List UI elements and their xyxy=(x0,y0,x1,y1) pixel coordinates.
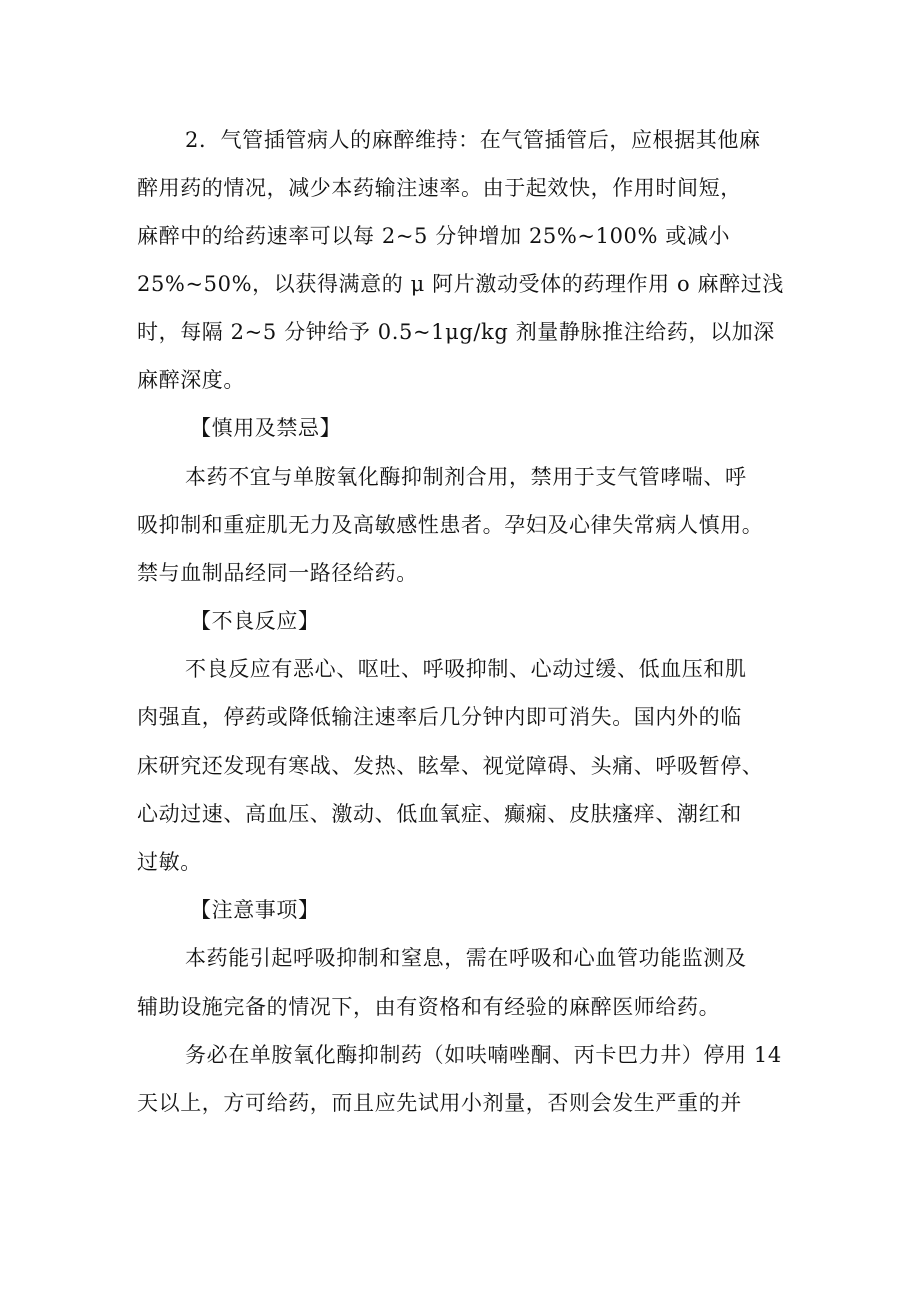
notes-line-1: 本药能引起呼吸抑制和窒息，需在呼吸和心血管功能监测及 xyxy=(185,946,747,970)
adverse-heading: 【不良反应】 xyxy=(190,609,320,633)
adverse-line-3: 床研究还发现有寒战、发热、眩晕、视觉障碍、头痛、呼吸暂停、 xyxy=(137,754,764,778)
notes-line-2: 辅助设施完备的情况下，由有资格和有经验的麻醉医师给药。 xyxy=(137,995,721,1019)
dosage-line-1: 2．气管插管病人的麻醉维持：在气管插管后，应根据其他麻 xyxy=(185,128,761,152)
adverse-line-1: 不良反应有恶心、呕吐、呼吸抑制、心动过缓、低血压和肌 xyxy=(185,657,747,681)
notes-line-3: 务必在单胺氧化酶抑制药（如呋喃唑酮、丙卡巴力井）停用 14 xyxy=(185,1043,782,1067)
dosage-line-2: 醉用药的情况，减少本药输注速率。由于起效快，作用时间短， xyxy=(137,176,742,200)
dosage-line-4: 25%~50%，以获得满意的 μ 阿片激动受体的药理作用 o 麻醉过浅 xyxy=(137,272,784,296)
caution-heading: 【慎用及禁忌】 xyxy=(190,416,342,440)
dosage-line-5: 时，每隔 2~5 分钟给予 0.5~1μg/kg 剂量静脉推注给药，以加深 xyxy=(137,320,775,344)
caution-line-3: 禁与血制品经同一路径给药。 xyxy=(137,561,418,585)
notes-heading: 【注意事项】 xyxy=(190,898,320,922)
dosage-line-6: 麻醉深度。 xyxy=(137,368,245,392)
caution-line-1: 本药不宜与单胺氧化酶抑制剂合用，禁用于支气管哮喘、呼 xyxy=(185,465,747,489)
adverse-line-4: 心动过速、高血压、激动、低血氧症、癫痫、皮肤瘙痒、潮红和 xyxy=(137,802,742,826)
adverse-line-5: 过敏。 xyxy=(137,850,202,874)
notes-line-4: 天以上，方可给药，而且应先试用小剂量，否则会发生严重的并 xyxy=(137,1091,742,1115)
dosage-line-3: 麻醉中的给药速率可以每 2~5 分钟增加 25%~100% 或减小 xyxy=(137,224,731,248)
caution-line-2: 吸抑制和重症肌无力及高敏感性患者。孕妇及心律失常病人慎用。 xyxy=(137,513,764,537)
adverse-line-2: 肉强直，停药或降低输注速率后几分钟内即可消失。国内外的临 xyxy=(137,705,742,729)
